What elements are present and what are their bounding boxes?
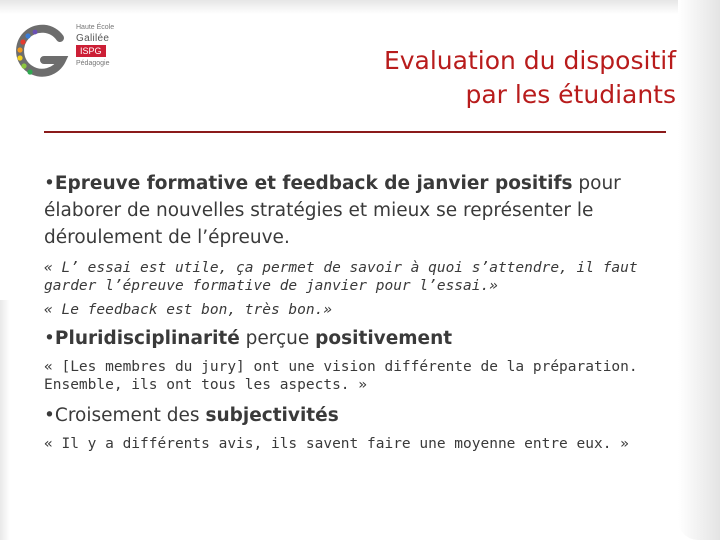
logo-text — [76, 22, 136, 69]
quote-jury: « [Les membres du jury] ont une vision différente de la préparation. Ensemble, ils ont tous les aspects. » — [44, 359, 638, 393]
bullet-pluri-text: perçue — [239, 328, 316, 349]
bullet-pluri-bold-2: positivement — [315, 328, 453, 349]
logo-badge: ISPG — [76, 45, 106, 57]
quote-essai: « L’ essai est utile, ça permet de savoir à quoi s’attendre, il faut garder l’épreuve formative de janvier pour l’essai.» — [44, 260, 638, 294]
bullet-croisement-text: Croisement des — [54, 405, 206, 426]
bullet-marker: • — [44, 328, 55, 349]
logo-brand: Galilée — [76, 33, 110, 44]
bullet-croisement — [44, 402, 684, 429]
bullet-marker: • — [44, 405, 55, 426]
galilee-g-logo-icon — [14, 24, 70, 80]
quote-feedback: « Le feedback est bon, très bon.» — [44, 302, 333, 318]
bullet-formative — [44, 170, 684, 251]
school-logo — [14, 14, 124, 80]
logo-school: Haute École — [76, 24, 115, 31]
bullet-pluridisciplinarite — [44, 325, 684, 352]
bullet-pluri-bold: Pluridisciplinarité — [54, 328, 240, 349]
bullet-formative-bold: Epreuve formative et feedback de janvier positifs — [54, 173, 573, 194]
bullet-formative-text: pour élaborer de nouvelles stratégies et mieux se représenter le déroulement de l’épreuve. — [44, 173, 621, 248]
decorative-frame-right — [678, 0, 720, 540]
quote-avis: « Il y a différents avis, ils savent faire une moyenne entre eux. » — [44, 436, 629, 452]
bullet-marker: • — [44, 173, 55, 194]
logo-tagline: Pédagogie — [76, 60, 110, 67]
decorative-frame-top — [0, 0, 720, 14]
decorative-frame-left — [0, 300, 10, 540]
slide-title — [256, 44, 676, 112]
title-divider — [44, 131, 666, 133]
slide-title-line-1: Evaluation du dispositif — [383, 46, 676, 75]
bullet-croisement-bold: subjectivités — [205, 405, 339, 426]
slide-title-line-2: par les étudiants — [465, 80, 676, 109]
slide-content — [44, 170, 684, 453]
